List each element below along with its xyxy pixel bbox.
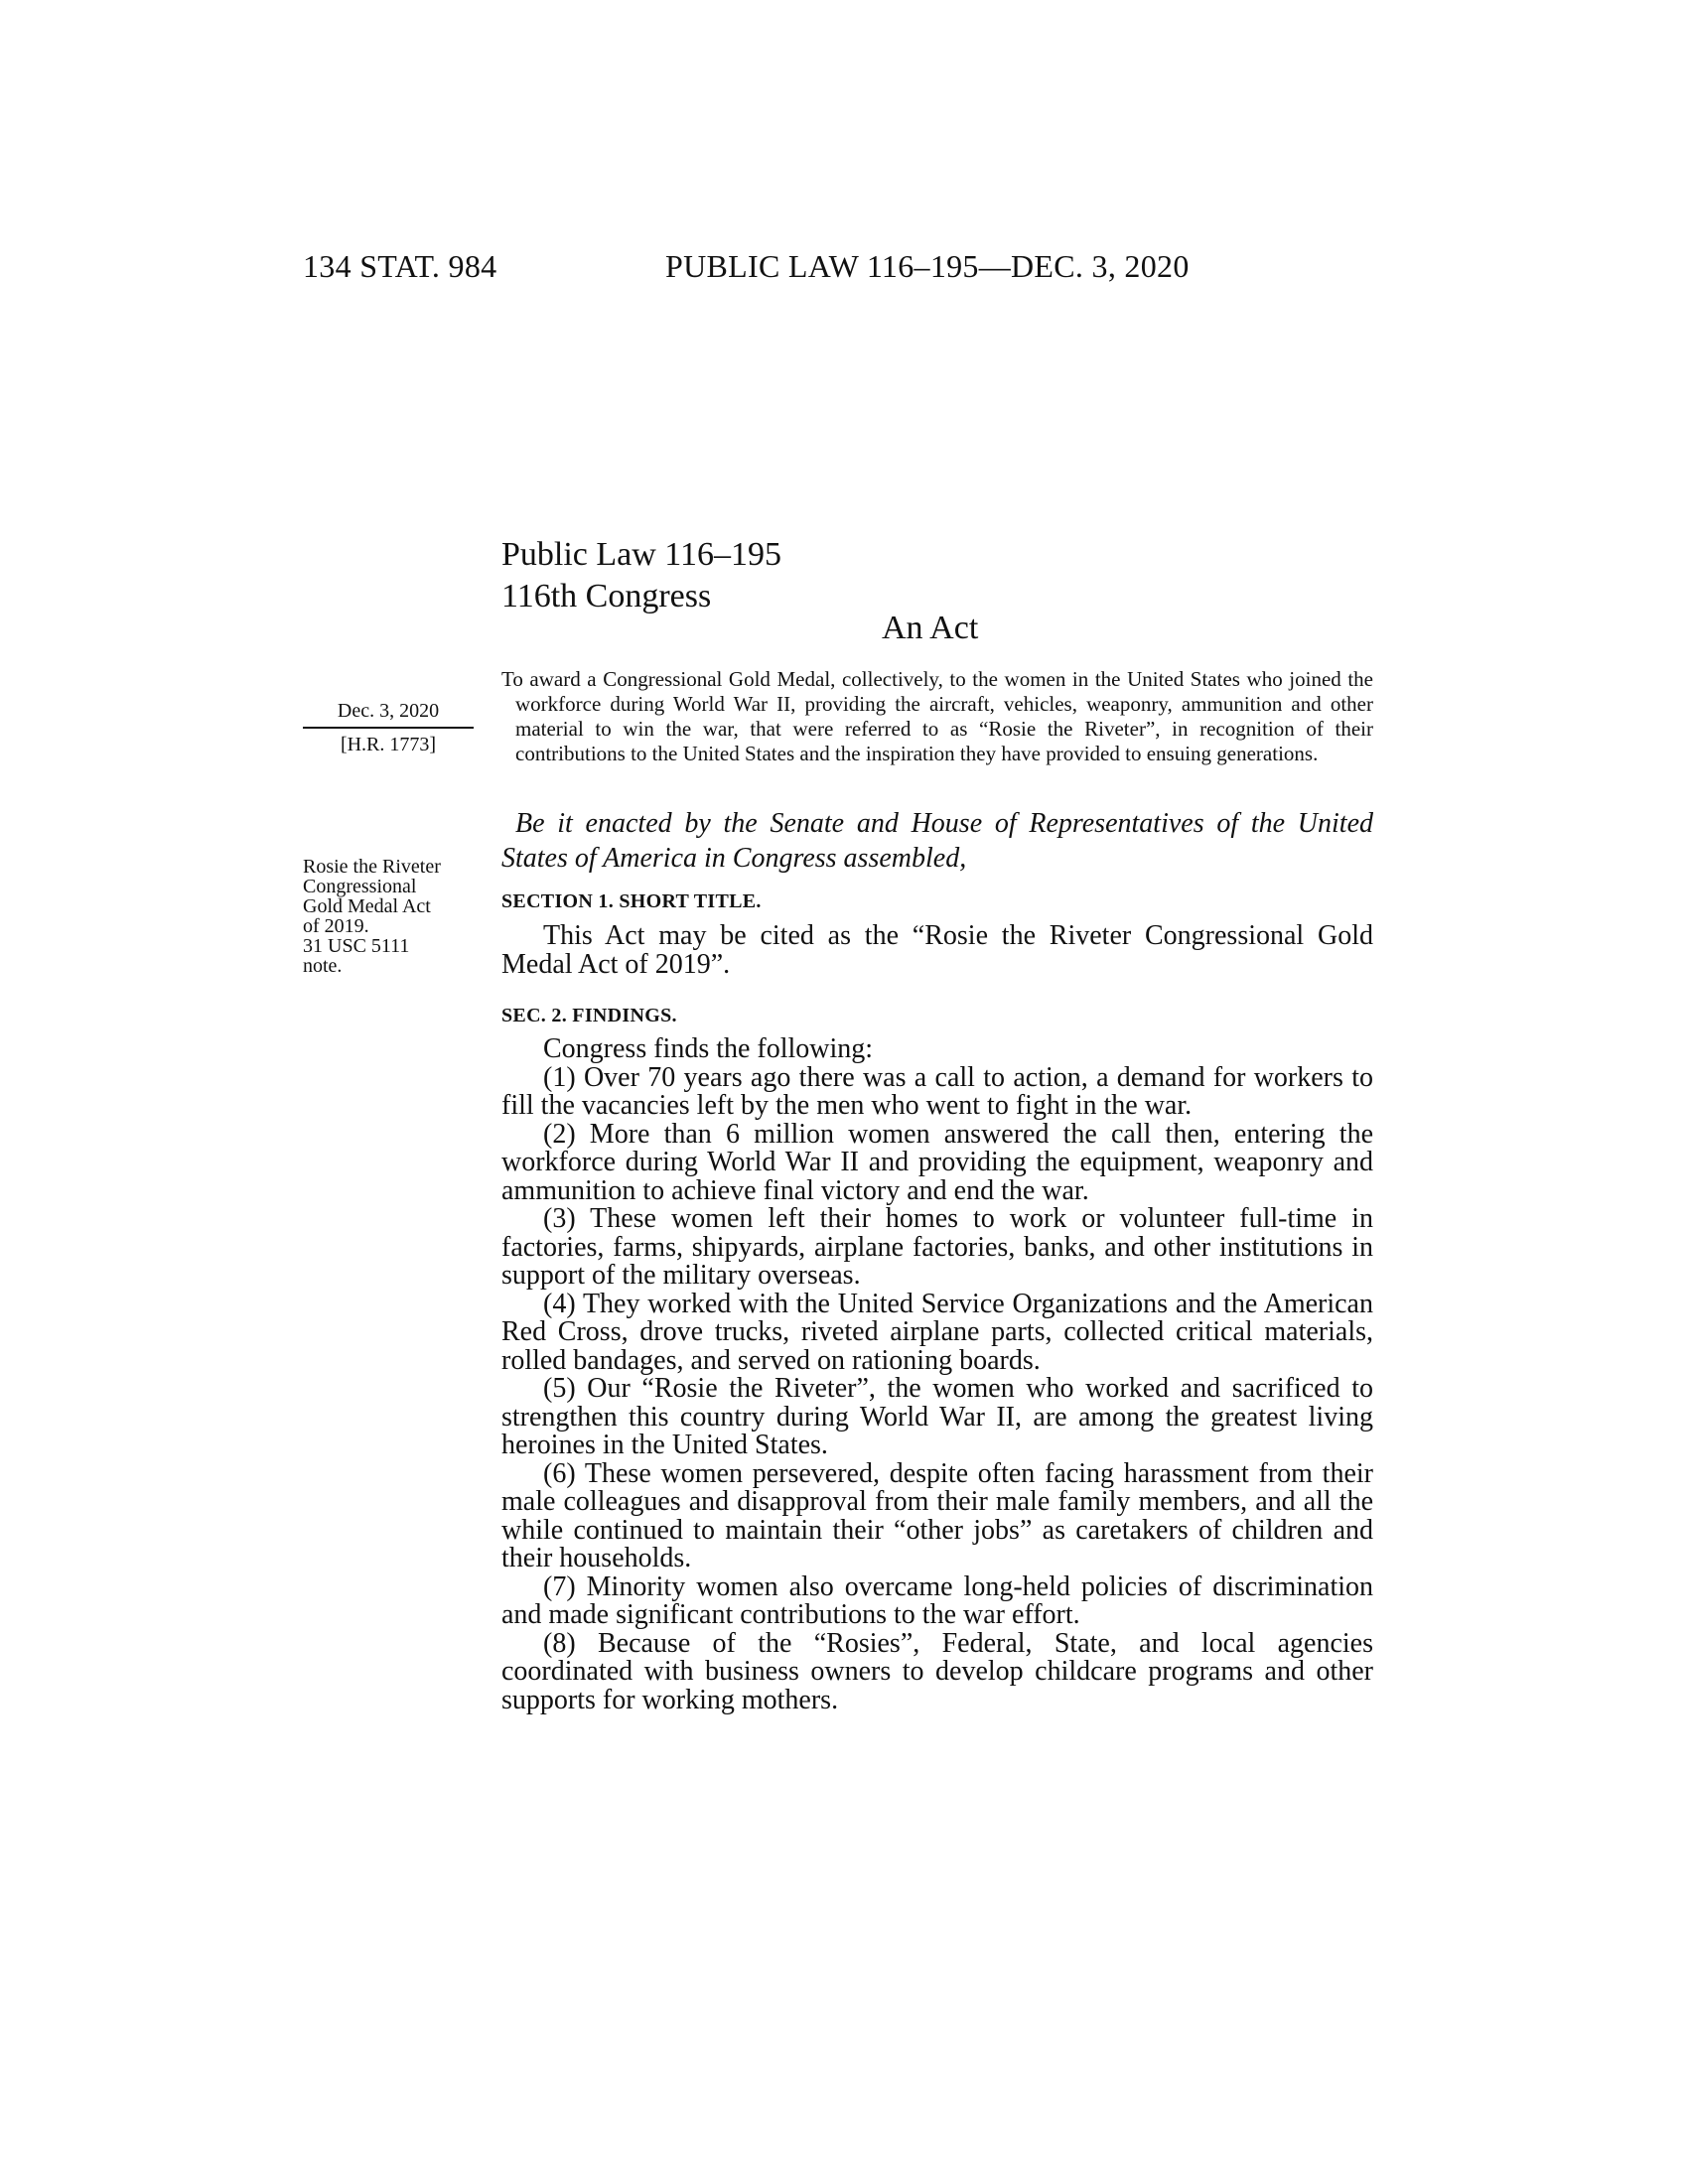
margin-divider xyxy=(303,727,474,729)
public-law-number: Public Law 116–195 xyxy=(501,536,782,573)
finding-item: (5) Our “Rosie the Riveter”, the women who worked and sacrificed to strengthen this country during World War II, are among the greatest living heroines in the United States. xyxy=(501,1373,1373,1460)
stat-page-reference: 134 STAT. 984 xyxy=(303,248,497,284)
margin-note-line: of 2019. xyxy=(303,915,369,937)
finding-item: (2) More than 6 million women answered the call then, entering the workforce during World War II and providing the equipment, weaponry and ammunition to achieve final victory and end the war. xyxy=(501,1118,1373,1206)
act-heading: An Act xyxy=(882,610,979,646)
margin-date-note: Dec. 3, 2020 xyxy=(337,700,440,722)
section-1-heading: SECTION 1. SHORT TITLE. xyxy=(501,890,762,912)
title-block xyxy=(501,534,781,617)
finding-item: (6) These women persevered, despite often facing harassment from their male colleagues and disapproval from their male family members, and all the while continued to maintain their “other jobs” as caretakers of children and their households. xyxy=(501,1457,1373,1573)
finding-item: (1) Over 70 years ago there was a call to action, a demand for workers to fill the vacancies left by the men who went to fight in the war. xyxy=(501,1061,1373,1121)
act-purpose: To award a Congressional Gold Medal, collectively, to the women in the United States who joined the workforce during World War II, providing the aircraft, vehicles, weaponry, ammunition and other material to win the war, that were referred to as “Rosie the Riveter”, in recognition of their contributions to the United States and the inspiration they have provided to ensuing generations. xyxy=(501,667,1373,765)
margin-note-line: Gold Medal Act xyxy=(303,895,431,917)
margin-note-line: Congressional xyxy=(303,876,417,897)
section-1-text: This Act may be cited as the “Rosie the Riveter Congressional Gold Medal Act of 2019”. xyxy=(501,920,1373,980)
margin-note-line: note. xyxy=(303,955,343,977)
margin-short-title-note xyxy=(303,857,482,976)
enacting-clause: Be it enacted by the Senate and House of Representatives of the United States of America in Congress assembled, xyxy=(501,808,1373,874)
margin-note-line: 31 USC 5111 xyxy=(303,935,410,957)
congress-number: 116th Congress xyxy=(501,578,712,614)
findings-intro: Congress finds the following: xyxy=(543,1033,874,1064)
margin-bill-number: [H.R. 1773] xyxy=(340,734,437,755)
running-head-law-date: PUBLIC LAW 116–195—DEC. 3, 2020 xyxy=(665,248,1190,284)
margin-note-line: Rosie the Riveter xyxy=(303,856,441,878)
finding-item: (3) These women left their homes to work or volunteer full-time in factories, farms, shipyards, airplane factories, banks, and other institutions in support of the military overseas. xyxy=(501,1203,1373,1291)
section-2-heading: SEC. 2. FINDINGS. xyxy=(501,1005,677,1026)
finding-item: (8) Because of the “Rosies”, Federal, State, and local agencies coordinated with business owners to develop childcare programs and other supports for working mothers. xyxy=(501,1627,1373,1715)
finding-item: (7) Minority women also overcame long-held policies of discrimination and made significant contributions to the war effort. xyxy=(501,1570,1373,1630)
findings-list xyxy=(501,1035,1373,1714)
finding-item: (4) They worked with the United Service Organizations and the American Red Cross, drove trucks, riveted airplane parts, collected critical materials, rolled bandages, and served on rationing boards. xyxy=(501,1288,1373,1376)
